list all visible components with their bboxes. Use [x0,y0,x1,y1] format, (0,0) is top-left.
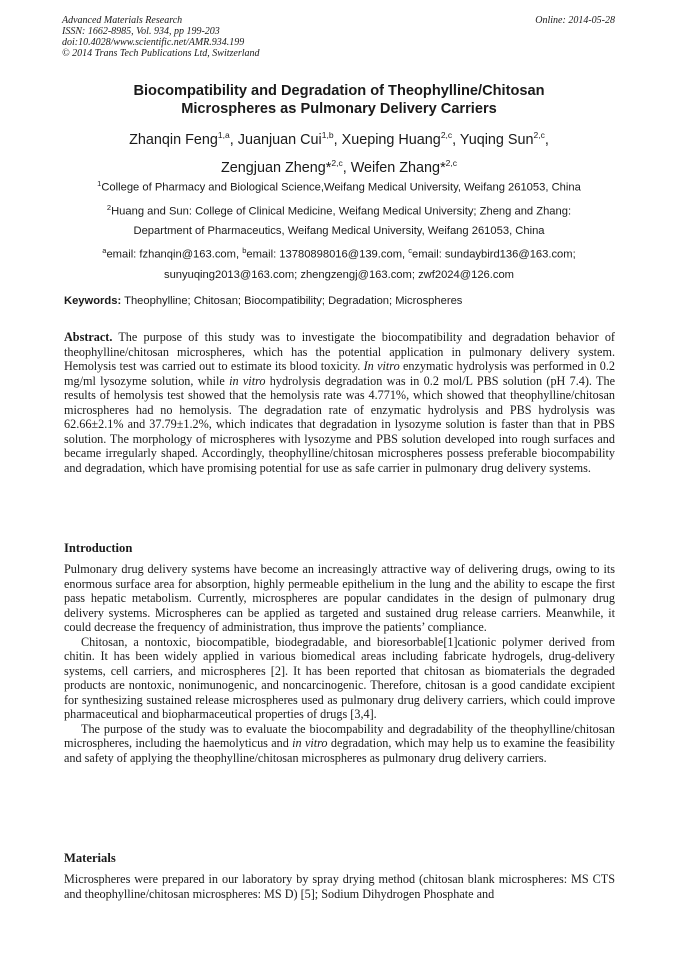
author-name: Zengjuan Zheng* [220,159,332,176]
email-mark: b [242,246,247,256]
author-separator: , [544,131,549,148]
journal-doi: doi:10.4028/www.scientific.net/AMR.934.199 [62,37,245,48]
online-date: Online: 2014-05-28 [535,15,615,26]
materials-body [64,872,615,901]
email-mark: a [102,246,107,256]
introduction-paragraph-3 [64,722,615,766]
author-name: Weifen Zhang* [350,159,446,176]
author-separator: , [342,159,351,176]
materials-paragraph-1: Microspheres were prepared in our laboratory by spray drying method (chitosan blank microspheres: MS CTS and theophylline/chitosan microspheres: MS D) [5]; Sodium Dihydrogen Phosphate and [64,872,615,901]
author-name: Juanjuan Cui [237,131,322,148]
journal-copyright: © 2014 Trans Tech Publications Ltd, Switzerland [62,48,260,59]
abstract [64,330,615,475]
email-text: email: sundaybird136@163.com; [411,249,576,262]
email-mark: c [408,246,412,256]
keywords-text: Theophylline; Chitosan; Biocompatibility; Degradation; Microspheres [121,295,463,307]
keywords-label: Keywords: [64,295,122,307]
journal-issn: ISSN: 1662-8985, Vol. 934, pp 199-203 [62,26,220,37]
materials-heading: Materials [64,851,116,865]
journal-name: Advanced Materials Research [62,15,183,26]
author-separator: , [333,131,342,148]
author-affiliation-mark: 1,a [217,130,230,140]
paragraph-italic: in vitro [292,736,328,750]
email-text: email: fzhanqin@163.com, [106,249,243,262]
affiliation-1 [40,174,638,198]
affiliation-2-cont: Department of Pharmaceutics, Weifang Medical University, Weifang 261053, China [133,225,545,238]
affiliation-mark: 1 [97,179,102,188]
author-separator: , [229,131,238,148]
abstract-italic: In vitro [363,359,400,373]
affiliation-text: College of Pharmacy and Biological Science,Weifang Medical University, Weifang 261053, China [101,181,581,194]
author-affiliation-mark: 1,b [321,130,334,140]
author-name: Xueping Huang [341,131,441,148]
journal-header [62,15,260,59]
introduction-paragraph-1: Pulmonary drug delivery systems have become an increasingly attractive way of delivering drugs, owing to its enormous surface area for absorption, highly permeable epithelium in the lung and the ability to escape the first pass hepatic metabolism. Currently, microspheres are popular candidates in the design of pulmonary drug delivery systems. Microspheres can be applied as targeted and sustained drug release carriers. Meanwhile, it could decrease the frequency of administration, thus improve the patients’ compliance. [64,562,615,634]
email-text: email: 13780898016@139.com, [246,249,409,262]
author-name: Yuqing Sun [459,131,534,148]
author-name: Zhanqin Feng [129,131,218,148]
keywords [64,294,616,308]
affiliations [40,174,638,285]
author-separator: , [452,131,460,148]
abstract-italic: in vitro [229,373,266,388]
author-affiliation-mark: 2,c [440,130,453,140]
email-line-1 [40,241,638,265]
affiliation-text: Huang and Sun: College of Clinical Medicine, Weifang Medical University; Zheng and Zhang: [111,205,572,218]
abstract-text: hydrolysis degradation was in 0.2 mol/L PBS solution (pH 7.4). The results of hemolysis test showed that the hemolysis rate was 4.771%, which showed that theophylline/chitosan microspheres had no hemolysis. The degradation rate of enzymatic hydrolysis and PBS hydrolysis was 62.66±2.1% and 37.79±1.2%, which indicates that degradation in lysozyme solution is faster than that in PBS solution. The morphology of microspheres with lysozyme and PBS solution developed into rough surfaces and became irregularly shaped. Accordingly, theophylline/chitosan microspheres possess preferable biocompability and degradation, which have promising potential for use as safe carrier in pulmonary drug delivery systems. [64,373,616,475]
author-list [40,124,638,180]
abstract-text: enzymatic hydrolysis was performed in 0.2 mg/ml lysozyme solution, while [64,359,615,388]
email-line-2: sunyuqing2013@163.com; zhengzengj@163.com; zwf2024@126.com [163,269,515,282]
paragraph-text: The purpose of the study was to evaluate the biocompability and degradability of the theophylline/chitosan microspheres, including the haemolyticus and [64,721,615,750]
affiliation-2 [40,198,638,222]
paragraph-text: degradation, which may help us to examine the feasibility and safety of applying the theophylline/chitosan microspheres as pulmonary drug delivery carriers. [64,736,615,765]
author-line-1 [40,124,638,152]
author-affiliation-mark: 2,c [533,130,545,140]
introduction-body [64,562,615,765]
affiliation-mark: 2 [106,202,112,212]
author-affiliation-mark: 2,c [445,157,458,168]
title-line-2: Microspheres as Pulmonary Delivery Carriers [181,101,497,117]
abstract-text: The purpose of this study was to investigate the biocompatibility and degradation behavior of theophylline/chitosan microspheres, which has the potential application in pulmonary delivery system. Hemolysis test was carried out to estimate its blood toxicity. [64,330,615,373]
abstract-label: Abstract. [64,330,113,344]
author-affiliation-mark: 2,c [331,157,343,168]
introduction-paragraph-2: Chitosan, a nontoxic, biocompatible, biodegradable, and bioresorbable[1]cationic polymer derived from chitin. It has been widely applied in various biomedical areas including fabricate hydrogels, drug-delivery systems, cell carriers, and microspheres [2]. It has been reported that chitosan as biomaterials the degraded products are nontoxic, nonimunogenic, and noncarcinogenic. Therefore, chitosan is a good candidate excipient for synthesizing sustained release microspheres used as pulmonary drug delivery carriers, which could improve pharmaceutical and biopharmaceutical properties of drugs [3,4]. [64,634,615,721]
paper-title [40,82,638,118]
title-line-1: Biocompatibility and Degradation of Theophylline/Chitosan [133,83,545,99]
introduction-heading: Introduction [64,541,133,555]
